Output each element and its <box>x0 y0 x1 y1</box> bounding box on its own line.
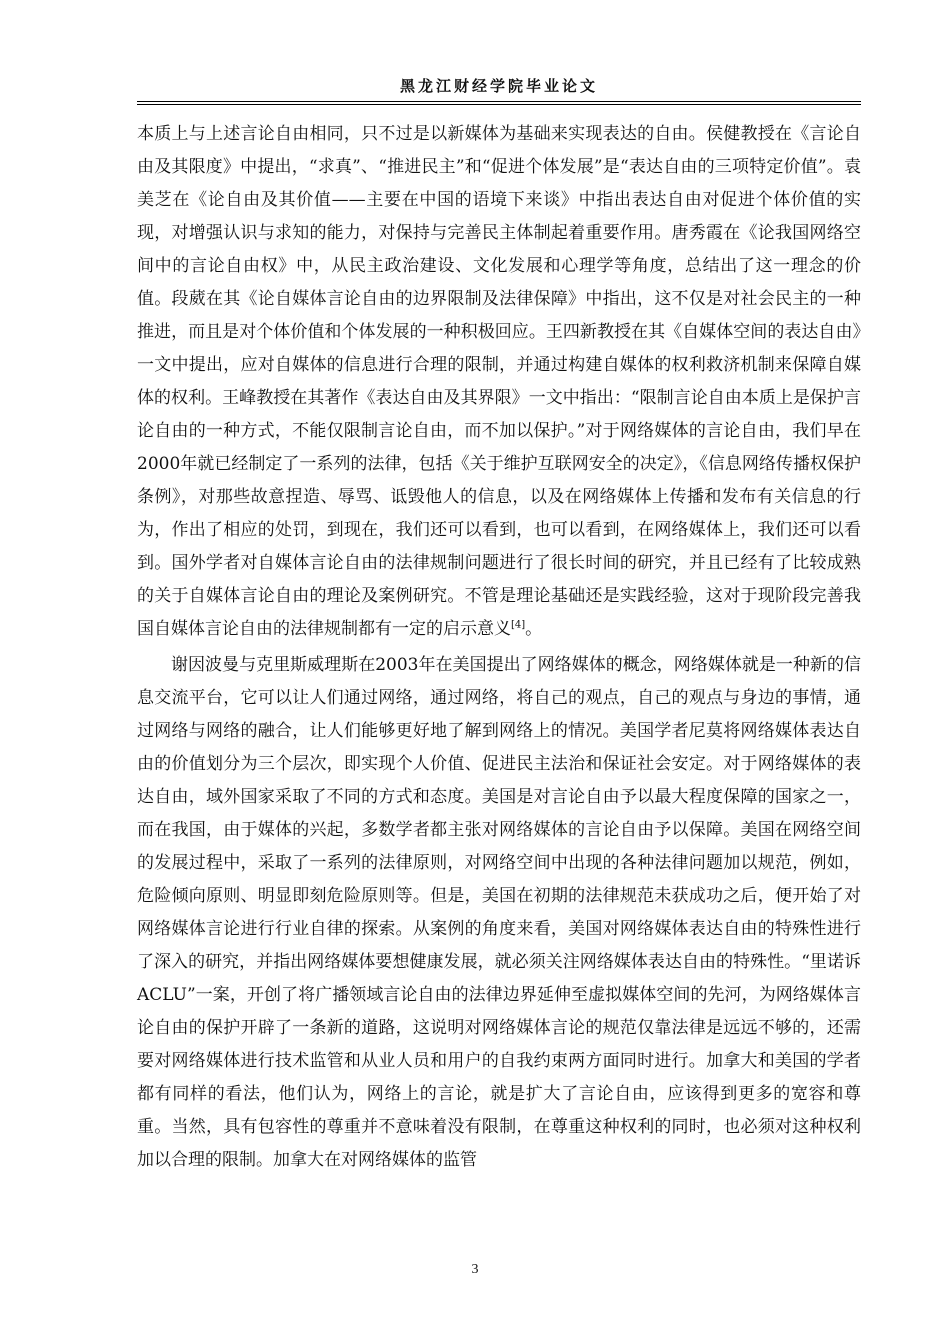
paragraph-1-tail: 。 <box>525 619 543 639</box>
paragraph-2: 谢因波曼与克里斯威理斯在2003年在美国提出了网络媒体的概念，网络媒体就是一种新的信息交流平台，它可以让人们通过网络，通过网络，将自己的观点，自己的观点与身边的事情，通过网络与网络的融合，让人们能够更好地了解到网络上的情况。美国学者尼莫将网络媒体表达自由的价值划分为三个层次，即实现个人价值、促进民主法治和保证社会安定。对于网络媒体的表达自由，域外国家采取了不同的方式和态度。美国是对言论自由予以最大程度保障的国家之一，而在我国，由于媒体的兴起，多数学者都主张对网络媒体的言论自由予以保障。美国在网络空间的发展过程中，采取了一系列的法律原则，对网络空间中出现的各种法律问题加以规范，例如，危险倾向原则、明显即刻危险原则等。但是，美国在初期的法律规范未获成功之后，便开始了对网络媒体言论进行行业自律的探索。从案例的角度来看，美国对网络媒体表达自由的特殊性进行了深入的研究，并指出网络媒体要想健康发展，就必须关注网络媒体表达自由的特殊性。“里诺诉ACLU”一案，开创了将广播领域言论自由的法律边界延伸至虚拟媒体空间的先河，为网络媒体言论自由的保护开辟了一条新的道路，这说明对网络媒体言论的规范仅靠法律是远远不够的，还需要对网络媒体进行技术监管和从业人员和用户的自我约束两方面同时进行。加拿大和美国的学者都有同样的看法，他们认为，网络上的言论，就是扩大了言论自由，应该得到更多的宽容和尊重。当然，具有包容性的尊重并不意味着没有限制，在尊重这种权利的同时，也必须对这种权利加以合理的限制。加拿大在对网络媒体的监管 <box>137 655 861 1170</box>
header-divider <box>137 101 861 102</box>
page-number: 3 <box>471 1262 479 1277</box>
paragraph-1 <box>137 118 861 646</box>
document-body <box>137 118 861 1177</box>
paragraph-1-text: 本质上与上述言论自由相同，只不过是以新媒体为基础来实现表达的自由。侯健教授在《言论自由及其限度》中提出，“求真”、“推进民主”和“促进个体发展”是“表达自由的三项特定价值”。袁美芝在《论自由及其价值——主要在中国的语境下来谈》中指出表达自由对促进个体价值的实现，对增强认识与求知的能力，对保持与完善民主体制起着重要作用。唐秀霞在《论我国网络空间中的言论自由权》中，从民主政治建设、文化发展和心理学等角度，总结出了这一理念的价值。段葳在其《论自媒体言论自由的边界限制及法律保障》中指出，这不仅是对社会民主的一种推进，而且是对个体价值和个体发展的一种积极回应。王四新教授在其《自媒体空间的表达自由》一文中提出，应对自媒体的信息进行合理的限制，并通过构建自媒体的权利救济机制来保障自媒体的权利。王峰教授在其著作《表达自由及其界限》一文中指出：“限制言论自由本质上是保护言论自由的一种方式，不能仅限制言论自由，而不加以保护。”对于网络媒体的言论自由，我们早在2000年就已经制定了一系列的法律，包括《关于维护互联网安全的决定》，《信息网络传播权保护条例》，对那些故意捏造、辱骂、诋毁他人的信息，以及在网络媒体上传播和发布有关信息的行为，作出了相应的处罚，到现在，我们还可以看到，也可以看到，在网络媒体上，我们还可以看到。国外学者对自媒体言论自由的法律规制问题进行了很长时间的研究，并且已经有了比较成熟的关于自媒体言论自由的理论及案例研究。不管是理论基础还是实践经验，这对于现阶段完善我国自媒体言论自由的法律规制都有一定的启示意义 <box>137 124 861 639</box>
citation-marker[interactable]: [4] <box>511 619 526 631</box>
page-header-title: 黑龙江财经学院毕业论文 <box>399 77 598 95</box>
header-divider-secondary <box>137 104 861 105</box>
